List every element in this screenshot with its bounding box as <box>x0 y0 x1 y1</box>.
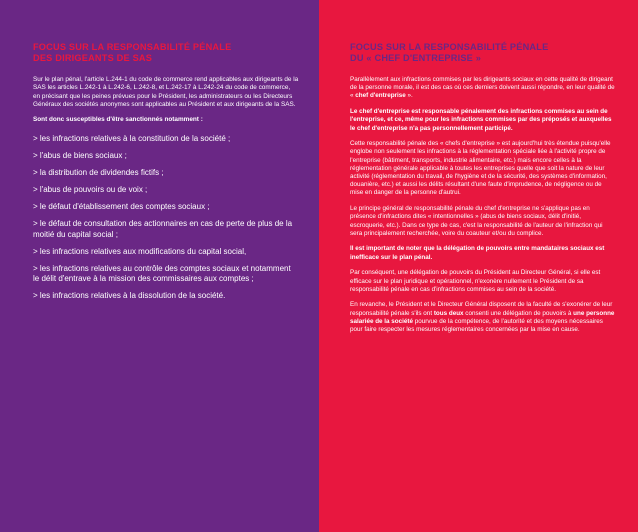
list-item: > la distribution de dividendes fictifs ; <box>33 168 164 178</box>
right-paragraph-3: Cette responsabilité pénale des « chefs d'entreprise » est aujourd'hui très étendue puisqu'elle englobe non seulement les infractions à la réglementation spéciale liée à l'activité propre de l'entreprise (bâtiment, transports, industrie alimentaire, etc.) mais encore celles à la réglementation générale applicable à toutes les entreprises quelle que soit la nature de leur activité (réglementation du travail, de l'hygiène et de la sécurité, des systèmes d'information, douanière, etc.) et aussi les délits résultant d'une faute d'imprudence, de négligence ou de mise en danger de la personne d'autrui. <box>350 140 611 197</box>
right-p7-text-2: consenti une délégation de pouvoirs à <box>463 309 574 317</box>
left-section-title <box>33 42 299 64</box>
right-p7-text: En revanche, le Président et le Directeur Général disposent de la faculté de s'exonérer de leur responsabilité pénale s'ils ont <box>350 301 613 317</box>
list-item: > le défaut d'établissement des comptes sociaux ; <box>33 202 210 212</box>
list-item: > les infractions relatives à la constitution de la société ; <box>33 134 231 144</box>
infractions-list <box>33 134 299 302</box>
right-p7-emphasis-1: tous deux <box>433 309 464 317</box>
right-section-title <box>350 42 616 64</box>
right-paragraph-1 <box>350 76 616 101</box>
list-item: > les infractions relatives à la dissolution de la société. <box>33 291 226 301</box>
list-item: > l'abus de biens sociaux ; <box>33 151 127 161</box>
left-intro-paragraph: Sur le plan pénal, l'article L.244-1 du code de commerce rend applicables aux dirigeants de la SAS les articles L.242-1 à L.242-6, L.242-8, et L.242-17 à L.242-24 du code de commerce, en précisant que les peines prévues pour le Président, les administrateurs ou les Directeurs Généraux des sociétés anonymes sont applicables au Président et aux dirigeants de la SAS. <box>33 76 299 108</box>
left-lead-text: Sont donc susceptibles d'être sanctionnés notamment : <box>33 116 203 124</box>
list-item: > les infractions relatives aux modifications du capital social, <box>33 246 247 256</box>
right-p1-end: ». <box>405 92 413 100</box>
right-paragraph-4: Le principe général de responsabilité pénale du chef d'entreprise ne s'applique pas en présence d'infractions dites « intentionnelles » (abus de biens sociaux, délit d'initié, escroquerie, etc.). Dans ce type de cas, c'est la responsabilité de l'auteur de l'infraction qui sera principalement recherchée, voire du coauteur et/ou du complice. <box>350 205 603 237</box>
right-paragraph-5: Il est important de noter que la délégation de pouvoirs entre mandataires sociaux est inefficace sur le plan pénal. <box>350 245 605 261</box>
left-title-line1: FOCUS SUR LA RESPONSABILITÉ PÉNALE <box>33 42 232 52</box>
right-p1-text: Parallèlement aux infractions commises par les dirigeants sociaux en cette qualité de dirigeant de la personne morale, il est des cas où ces derniers doivent aussi répondre, en leur qualité de « <box>350 76 615 100</box>
right-title-line1: FOCUS SUR LA RESPONSABILITÉ PÉNALE <box>350 42 549 52</box>
right-paragraph-2: Le chef d'entreprise est responsable pénalement des infractions commises au sein de l'entreprise, et ce, même pour les infractions commises par des préposés et auxquelles le chef d'entreprise n'a pas personnellement participé. <box>350 108 612 132</box>
right-p7-emphasis-2: une personne salariée de la société <box>350 309 615 325</box>
right-paragraph-6: Par conséquent, une délégation de pouvoirs du Président au Directeur Général, si elle est efficace sur le plan juridique et opérationnel, n'exonère nullement le Président de sa responsabilité pénale en cas d'infractions commises au sein de la société. <box>350 269 601 293</box>
right-p1-emphasis: chef d'entreprise <box>355 92 406 100</box>
right-page <box>319 0 638 532</box>
list-item: > les infractions relatives au contrôle des comptes sociaux et notamment le délit d'entrave à la mission des commissaires aux comptes ; <box>33 263 291 284</box>
right-p7-end: pourvue de la compétence, de l'autorité et des moyens nécessaires pour faire respecter les mesures réglementaires concernées par la mise en cause. <box>350 317 603 334</box>
left-title-line2: DES DIRIGEANTS DE SAS <box>33 53 153 63</box>
right-title-line2: DU « CHEF D'ENTREPRISE » <box>350 53 482 63</box>
list-item: > le défaut de consultation des actionnaires en cas de perte de plus de la moitié du capital social ; <box>33 219 293 239</box>
right-paragraph-7 <box>350 301 616 334</box>
list-item: > l'abus de pouvoirs ou de voix ; <box>33 185 148 195</box>
